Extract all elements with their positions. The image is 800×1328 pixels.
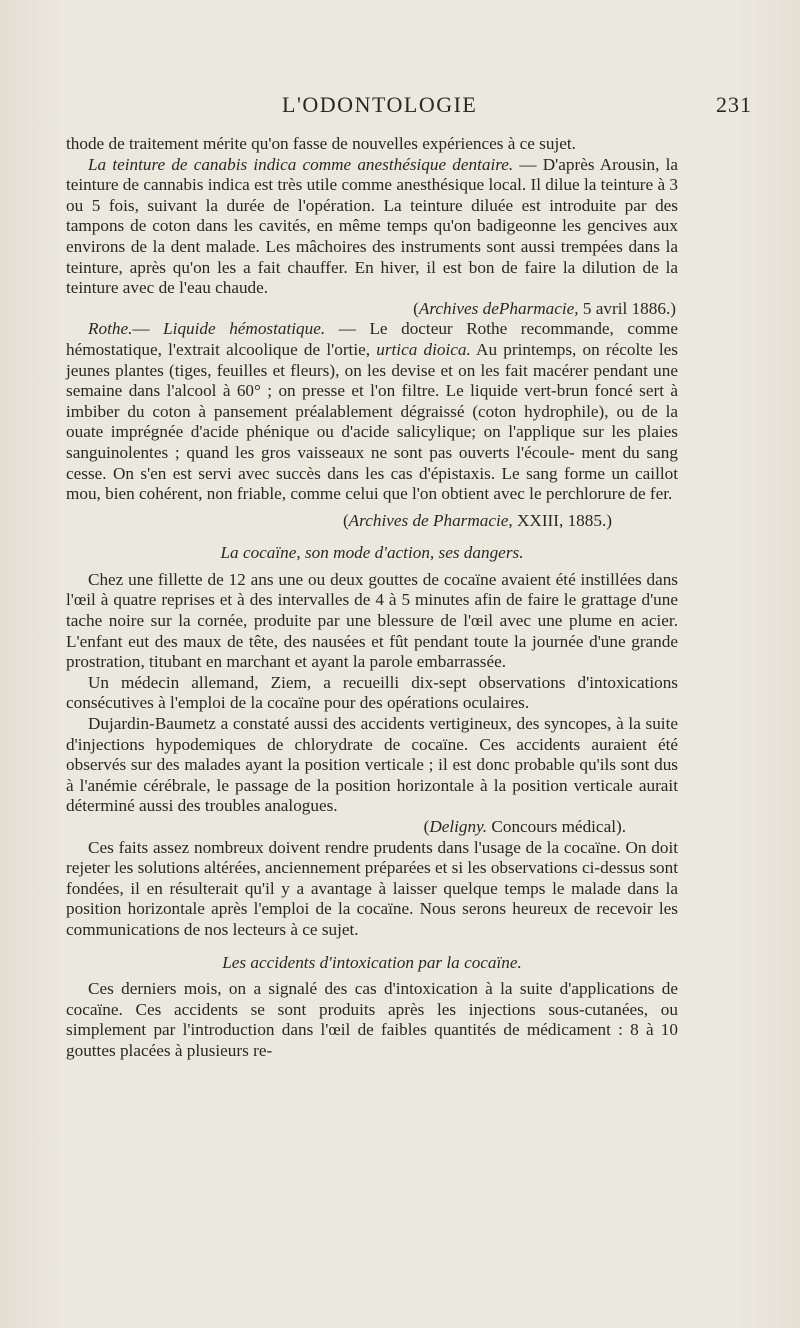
paragraph-accidents: Ces derniers mois, on a signalé des cas d'intoxication à la suite d'applications de cocaïne. Ces accidents se sont produits après les injections sous-cutanées, ou simplement par l'introduction dans l'œil de faibles quantités de médicament : 8 à 10 gouttes placées à plusieurs re- <box>66 979 678 1060</box>
paragraph-ziem: Un médecin allemand, Ziem, a recueilli dix-sept observations d'intoxications consécutives à l'emploi de la cocaïne pour des opérations oculaires. <box>66 672 678 713</box>
source-citation-2: (Archives de Pharmacie, XXIII, 1885.) <box>342 510 612 530</box>
source-journal-2: Archives de Pharmacie, <box>348 510 513 530</box>
section-title-cocaine: La cocaïne, son mode d'action, ses dangers. <box>220 543 524 563</box>
article-text-hemostatic-a: — Le docteur Rothe recommande, comme hémostatique, l'extrait alcoolique de l'ortie, <box>66 319 678 359</box>
paragraph-dujardin: Dujardin-Baumetz a constaté aussi des accidents vertigineux, des syncopes, à la suite d'injections hypodemiques de chlorydrate de cocaïne. Ces accidents auraient été observés sur des malades ayant la position verticale ; il est donc probable qu'ils sont dus à l'anémie cérébrale, le passage de la position horizontale à la position verticale aurait déterminé aussi des troubles analogues. <box>66 714 678 816</box>
running-title: L'ODONTOLOGIE <box>282 92 478 117</box>
page-number: 231 <box>716 92 752 117</box>
article-text-hemostatic-b: Au printemps, on récolte les jeunes plantes (tiges, feuilles et fleurs), on les devise et on les fait macérer pendant une semaine dans l'alcool à 60° ; on presse et l'on filtre. Le liquide vert-brun foncé sert à imbiber du coton à pansement préalablement dégraissé (coton hydrophile), ou de la ouate imprégnée d'acide phénique ou d'acide salicylique; on l'applique sur les plaies sanguinolentes ; quand les gros vaisseaux ne sont pas ouverts l'écoule- ment du sang cesse. On s'en est servi avec succès dans les cas d'épistaxis. Le sang forme un caillot mou, bien cohérent, non friable, comme celui que l'on obtient avec le perchlorure de fer. <box>66 339 678 504</box>
article-title-cannabis: La teinture de canabis indica comme anesthésique dentaire. <box>88 154 514 174</box>
paragraph-hemostatic <box>66 319 678 504</box>
paragraph-continuation: thode de traitement mérite qu'on fasse de nouvelles expériences à ce sujet. <box>66 134 576 153</box>
paragraph-conclusion: Ces faits assez nombreux doivent rendre prudents dans l'usage de la cocaïne. On doit rejeter les solutions altérées, anciennement préparées et si les observations ci-dessus sont fondées, il en résulterait qu'il y a avantage à laisser quelque temps le malade dans la position horizontale après l'emploi de la cocaïne. Nous serons heureux de recevoir les communications de nos lecteurs à ce sujet. <box>66 837 678 939</box>
section-title-accidents: Les accidents d'intoxication par la cocaïne. <box>222 952 522 972</box>
source-date-2: XXIII, 1885.) <box>512 510 612 530</box>
author-rothe: Rothe. <box>88 319 133 339</box>
body-text <box>66 134 678 1062</box>
paragraph-cannabis <box>66 155 678 299</box>
source-citation-1: (Archives dePharmacie, 5 avril 1886.) <box>413 298 676 318</box>
source-citation-3: (Deligny. Concours médical). <box>423 817 626 836</box>
page-header <box>0 92 800 122</box>
paragraph-fillette: Chez une fillette de 12 ans une ou deux gouttes de cocaïne avaient été instillées dans l'œil à quatre reprises et à des intervalles de 4 à 5 minutes afin de faire le grattage d'une tache noire sur la cornée, produite par une blessure de l'œil avec une plume en acier. L'enfant eut des maux de tête, des nausées et fût pendant toute la journée d'une grande prostration, titubant en marchant et ayant la parole embarrassée. <box>66 569 678 672</box>
article-text-cannabis: — D'après Arousin, la teinture de cannabis indica est très utile comme anesthésique local. Il dilue la teinture à 3 ou 5 fois, suivant la durée de l'opération. La teinture diluée est introduite par des tampons de coton dans les cavités, en même temps qu'on badigeonne les gencives aux environs de la dent malade. Les mâchoires des instruments sont aussi trempées dans la teinture, après qu'on les a fait chauffer. En hiver, il est bon de faire la dilution de la teinture avec de l'eau chaude. <box>66 154 678 298</box>
source-author-3: Deligny. <box>429 817 488 836</box>
source-rest-3: Concours médical). <box>487 817 626 836</box>
dash: — <box>132 319 164 339</box>
source-date-1: 5 avril 1886.) <box>578 298 676 318</box>
article-title-hemostatic: Liquide hémostatique. <box>163 319 326 339</box>
source-journal-1: Archives dePharmacie, <box>418 298 579 318</box>
latin-name: urtica dioica. <box>376 339 471 359</box>
